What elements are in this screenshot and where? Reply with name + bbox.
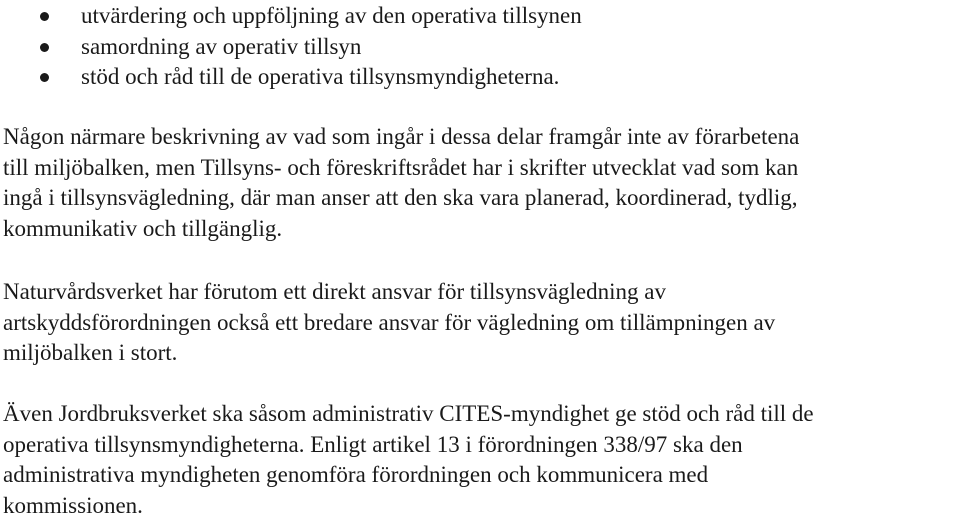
paragraph-line: Någon närmare beskrivning av vad som ingår i dessa delar framgår inte av förarbetena — [3, 122, 960, 153]
paragraph-line: Även Jordbruksverket ska såsom administrativ CITES-myndighet ge stöd och råd till de — [3, 399, 960, 430]
bullet-icon — [40, 12, 49, 21]
paragraph-line: operativa tillsynsmyndigheterna. Enligt artikel 13 i förordningen 338/97 ska den — [3, 430, 960, 461]
paragraph-line: administrativa myndigheten genomföra förordningen och kommunicera med — [3, 460, 960, 491]
paragraph — [3, 277, 960, 369]
list-item — [0, 62, 960, 93]
paragraph — [3, 122, 960, 244]
list-item — [0, 1, 960, 32]
paragraph-line: artskyddsförordningen också ett bredare ansvar för vägledning om tillämpningen av — [3, 308, 960, 339]
paragraph — [3, 399, 960, 521]
paragraph-line: kommissionen. — [3, 491, 960, 521]
paragraph-line: miljöbalken i stort. — [3, 338, 960, 369]
bullet-icon — [40, 73, 49, 82]
list-item-text: stöd och råd till de operativa tillsynsmyndigheterna. — [81, 64, 559, 89]
paragraph-line: till miljöbalken, men Tillsyns- och föreskriftsrådet har i skrifter utvecklat vad som kan — [3, 153, 960, 184]
paragraph-line: ingå i tillsynsvägledning, där man anser att den ska vara planerad, koordinerad, tydlig, — [3, 183, 960, 214]
list-item-text: samordning av operativ tillsyn — [81, 34, 361, 59]
list-item — [0, 32, 960, 63]
paragraph-line: Naturvårdsverket har förutom ett direkt ansvar för tillsynsvägledning av — [3, 277, 960, 308]
bullet-icon — [40, 43, 49, 52]
paragraph-line: kommunikativ och tillgänglig. — [3, 214, 960, 245]
bullet-list — [0, 1, 960, 93]
list-item-text: utvärdering och uppföljning av den operativa tillsynen — [81, 3, 582, 28]
